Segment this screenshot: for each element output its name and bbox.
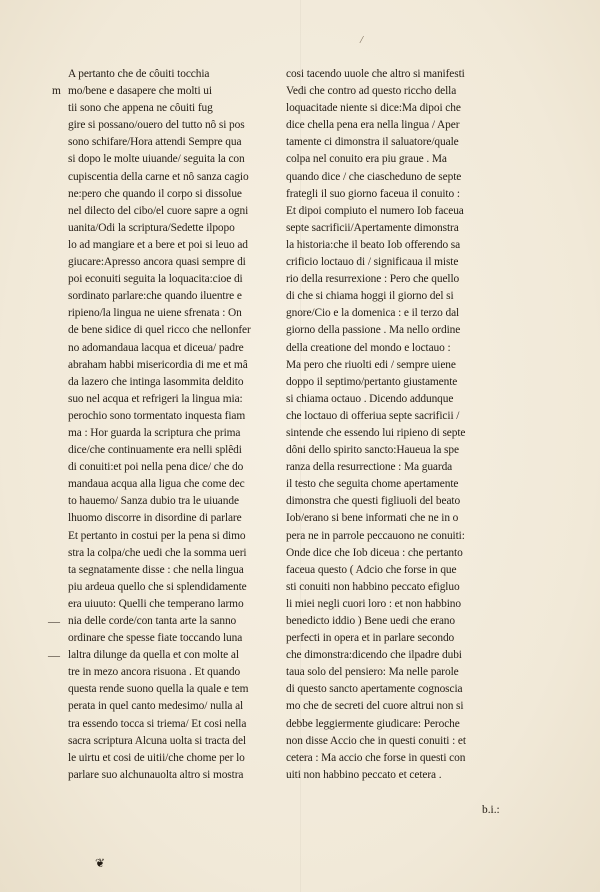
left-column-line: de bene sidice di quel ricco che nellonfer	[68, 324, 251, 337]
left-column-line: mo/bene e dasapere che molti ui	[68, 85, 212, 98]
right-column-line: colpa nel conuito era piu graue . Ma	[286, 153, 447, 166]
left-column-line: sacra scriptura Alcuna uolta si tracta del	[68, 734, 246, 747]
left-column-line: ma : Hor guarda la scriptura che prima	[68, 426, 241, 439]
left-column-line: le uirtu et cosi de uitii/che chome per lo	[68, 751, 245, 764]
right-column-line: tamente ci dimonstra il saluatore/quale	[286, 136, 459, 149]
right-column-line: giorno della passione . Ma nello ordine	[286, 324, 461, 337]
left-column-line: abraham habbi misericordia di me et mâ	[68, 358, 248, 371]
left-column-line: da lazero che intinga lasommita deldito	[68, 375, 244, 388]
right-column-line: dimonstra che questi figliuoli del beato	[286, 495, 461, 508]
left-column-line: sono schifare/Hora attendi Sempre qua	[68, 136, 242, 149]
left-column-line: mandaua acqua alla ligua che come dec	[68, 478, 245, 491]
right-column-line: ranza della resurrectione : Ma guarda	[286, 461, 453, 474]
right-column-line: crificio loctauo di / significaua il miste	[286, 256, 459, 269]
left-column-line: tii sono che appena ne côuiti fug	[68, 102, 213, 115]
right-column-line: dôni dello spirito sancto:Haueua la spe	[286, 444, 459, 457]
left-column-line: lhuomo discorre in disordine di parlare	[68, 512, 242, 525]
margin-dash-2: —	[48, 648, 60, 662]
right-column-line: cosi tacendo uuole che altro si manifesti	[286, 68, 465, 80]
left-column-line: uanita/Odi la scriptura/Sedette ilpopo	[68, 221, 235, 234]
right-column-line: il testo che seguita chome apertamente	[286, 478, 459, 491]
left-text-column	[68, 66, 268, 784]
right-text-column	[286, 66, 500, 784]
left-column-line: piu ardeua quello che si splendidamente	[68, 580, 247, 593]
left-column-line: sordinato parlare:che quando iluentre e	[68, 290, 242, 303]
right-column-line: rio della resurrexione : Pero che quello	[286, 273, 460, 286]
left-column-line: questa rende suono quella la quale e tem	[68, 683, 249, 696]
left-column-line: ta segnatamente disse : che nella lingua	[68, 563, 244, 576]
left-column-line: gire si possano/ouero del tutto nô si pos	[68, 119, 245, 132]
left-column-line: ne:pero che quando il corpo si dissolue	[68, 187, 242, 200]
right-column-line: doppo il septimo/pertanto giustamente	[286, 375, 458, 388]
right-column-line: sintende che essendo lui ripieno di septe	[286, 426, 466, 439]
left-column-line: lo ad mangiare et a bere et poi si leuo ad	[68, 238, 248, 251]
right-column-line: Iob/erano si bene informati che ne in o	[286, 512, 459, 525]
left-column-line: suo nel acqua et refrigeri la lingua mia:	[68, 392, 243, 405]
left-column-line: nel dilecto del cibo/el cuore sapre a ogni	[68, 204, 249, 217]
right-column-line: pera ne in parrole peccauono ne conuiti:	[286, 529, 465, 542]
left-column-line: ordinare che spesse fiate toccando luna	[68, 632, 243, 645]
left-column-line: cupiscentia della carne et nô sanza cagio	[68, 170, 249, 183]
printer-mark-icon: ❦	[95, 856, 106, 870]
right-column-line: gnore/Cio e la domenica : e il terzo dal	[286, 307, 460, 320]
left-column-line: tre in mezo ancora risuona . Et quando	[68, 666, 241, 679]
left-column-line: perata in quel canto medesimo/ nulla al	[68, 700, 244, 713]
left-column-line: ripieno/la lingua ne uiene sfrenata : On	[68, 307, 242, 320]
left-column-line: si dopo le molte uiuande/ seguita la con	[68, 153, 245, 166]
right-column-line: mo che de secreti del cuore altrui non si	[286, 700, 464, 713]
right-column-line: taua solo del pensiero: Ma nelle parole	[286, 666, 459, 679]
right-column-line: di che si chiama hoggi il giorno del si	[286, 290, 454, 303]
right-column-line: debbe leggiermente giudicare: Peroche	[286, 717, 460, 730]
left-column-line: poi econuiti seguita la loquacita:cioe di	[68, 273, 243, 286]
right-column-line: cetera : Ma accio che forse in questi con	[286, 751, 466, 764]
left-column-line: dice/che continuamente era nelli splêdi	[68, 444, 242, 457]
left-column-line: perochio sono tormentato inquesta fiam	[68, 409, 246, 422]
right-column-line: faceua questo ( Adcio che forse in que	[286, 563, 457, 576]
right-column-line: Ma pero che riuolti edi / sempre uiene	[286, 358, 456, 371]
right-column-line: la historia:che il beato Iob offerendo sa	[286, 238, 461, 251]
left-column-line: A pertanto che de côuiti tocchia	[68, 68, 210, 80]
right-column-line: frategli il suo giorno faceua il conuito :	[286, 187, 460, 200]
right-column-line: si chiama octauo . Dicendo addunque	[286, 392, 454, 405]
right-column-line: della creatione del mondo e loctauo :	[286, 341, 451, 354]
left-column-line: nia delle corde/con tanta arte la sanno	[68, 615, 237, 627]
left-marginal-note: m	[52, 85, 61, 97]
margin-dash-1: —	[48, 614, 60, 628]
folio-mark: /	[360, 34, 364, 46]
right-column-line: benedicto iddio ) Bene uedi che erano	[286, 615, 455, 627]
right-column-line: Et dipoi compiuto el numero Iob faceua	[286, 204, 464, 217]
left-column-line: Et pertanto in costui per la pena si dimo	[68, 529, 246, 542]
right-column-line: non disse Accio che in questi conuiti : et	[286, 734, 466, 747]
right-column-line: di questo sancto apertamente cognoscia	[286, 683, 463, 696]
left-column-line: di conuiti:et poi nella pena dice/ che do	[68, 461, 244, 474]
left-column-line: tra essendo tocca si triema/ Et cosi nella	[68, 717, 247, 730]
quire-signature: b.i.:	[482, 804, 500, 816]
left-column-line: parlare suo alchunauolta altro si mostra	[68, 768, 244, 781]
right-column-line: loquacitade niente si dice:Ma dipoi che	[286, 102, 461, 115]
left-column-line: no adomandaua lacqua et diceua/ padre	[68, 341, 244, 354]
right-column-line: uiti non habbino peccato et cetera .	[286, 768, 442, 781]
right-column-line: dice chella pena era nella lingua / Aper	[286, 119, 460, 132]
left-column-line: giucare:Apresso ancora quasi sempre di	[68, 256, 246, 269]
right-column-line: perfecti in opera et in parlare secondo	[286, 632, 455, 645]
right-column-line: quando dice / che ciascheduno de septe	[286, 170, 462, 183]
left-column-line: laltra dilunge da quella et con molte al	[68, 649, 239, 662]
right-column-line: septe sacrificii/Apertamente dimonstra	[286, 221, 459, 234]
right-column-line: Vedi che contro ad questo riccho della	[286, 85, 457, 98]
right-column-line: che loctauo di offeriua septe sacrificii /	[286, 409, 460, 422]
left-column-line: era uiuuto: Quelli che temperano larmo	[68, 597, 244, 610]
right-column-line: sti conuiti non habbino peccato efigluo	[286, 580, 460, 593]
right-column-line: che dimonstra:dicendo che ilpadre dubi	[286, 649, 462, 662]
right-column-line: li miei negli cuori loro : et non habbino	[286, 597, 461, 610]
left-column-line: stra la colpa/che uedi che la somma ueri	[68, 546, 247, 559]
right-column-line: Onde dice che Iob diceua : che pertanto	[286, 546, 463, 559]
left-column-line: to hauemo/ Sanza dubio tra le uiuande	[68, 495, 239, 508]
